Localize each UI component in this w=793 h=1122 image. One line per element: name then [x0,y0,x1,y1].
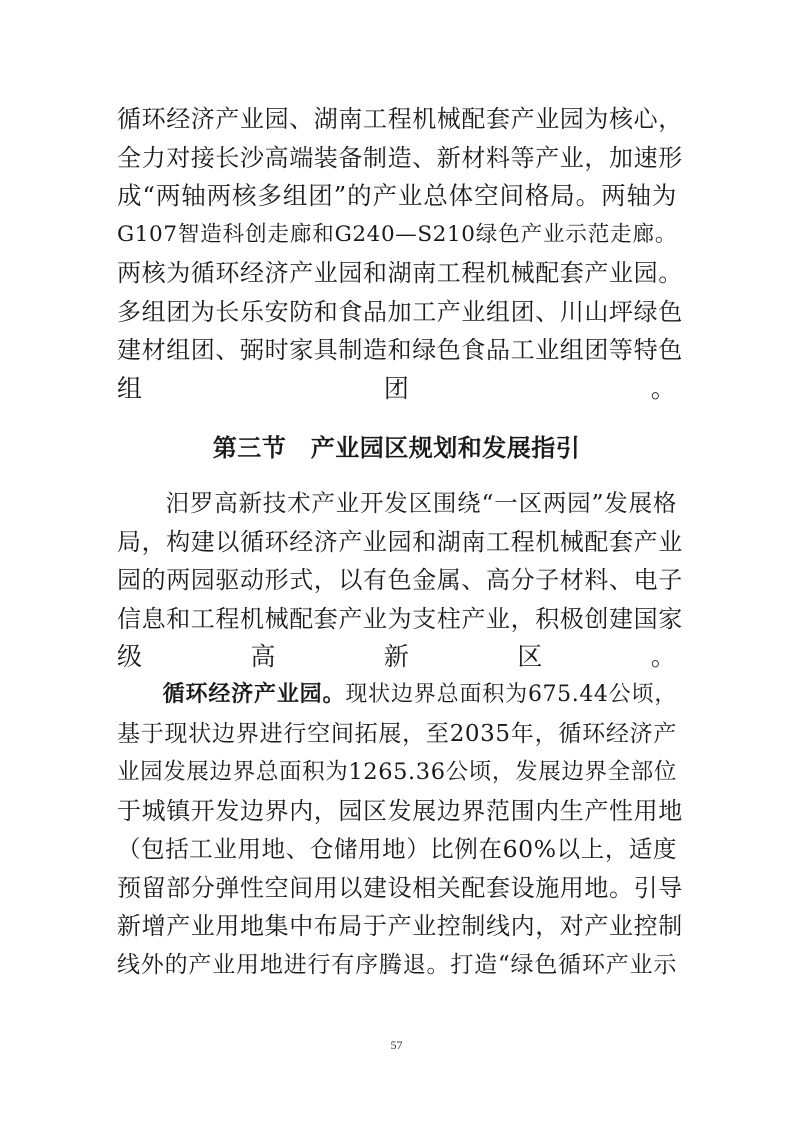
text-line: 局，构建以循环经济产业园和湖南工程机械配套产业 [117,527,683,556]
text-line: 成“两轴两核多组团”的产业总体空间格局。两轴为 [117,181,677,210]
text-line: 业园发展边界总面积为1265.36公顷，发展边界全部位 [117,759,677,785]
paragraph-lead-rest: 现状边界总面积为675.44公顷， [345,682,678,707]
paragraph-3 [117,676,683,984]
text-line: 信息和工程机械配套产业为支柱产业，积极创建国家 [117,604,683,633]
page-number: 57 [390,1038,403,1052]
text-line: 组团。 [117,373,677,403]
paragraph-lead-bold: 循环经济产业园。 [162,682,346,707]
text-line [117,676,677,715]
text-line: G107智造科创走廊和G240—S210绿色产业示范走廊。 [117,221,677,247]
text-line: 基于现状边界进行空间拓展，至2035年，循环经济产 [117,720,677,747]
text-line: 级高新区。 [117,642,677,671]
section-heading: 第三节 产业园区规划和发展指引 [212,434,581,462]
text-line: 多组团为长乐安防和食品加工产业组团、川山坪绿色 [117,297,683,326]
text-line: 线外的产业用地进行有序腾退。打造“绿色循环产业示 [117,951,677,978]
text-line: 两核为循环经济产业园和湖南工程机械配套产业园。 [117,259,683,287]
text-line: 汨罗高新技术产业开发区围绕“一区两园”发展格 [117,489,677,517]
paragraph-1 [117,100,683,408]
text-line: 循环经济产业园、湖南工程机械配套产业园为核心， [117,105,683,133]
text-line: 建材组团、弼时家具制造和绿色食品工业组团等特色 [117,336,683,364]
text-line: 预留部分弹性空间用以建设相关配套设施用地。引导 [117,873,683,902]
text-line: （包括工业用地、仓储用地）比例在60%以上，适度 [117,835,678,863]
text-line: 于城镇开发边界内，园区发展边界范围内生产性用地 [117,796,683,825]
text-line: 园的两园驱动形式，以有色金属、高分子材料、电子 [117,566,683,594]
text-line: 新增产业用地集中布局于产业控制线内，对产业控制 [117,912,683,940]
text-line: 全力对接长沙高端装备制造、新材料等产业，加速形 [117,143,683,172]
paragraph-2 [117,484,683,677]
